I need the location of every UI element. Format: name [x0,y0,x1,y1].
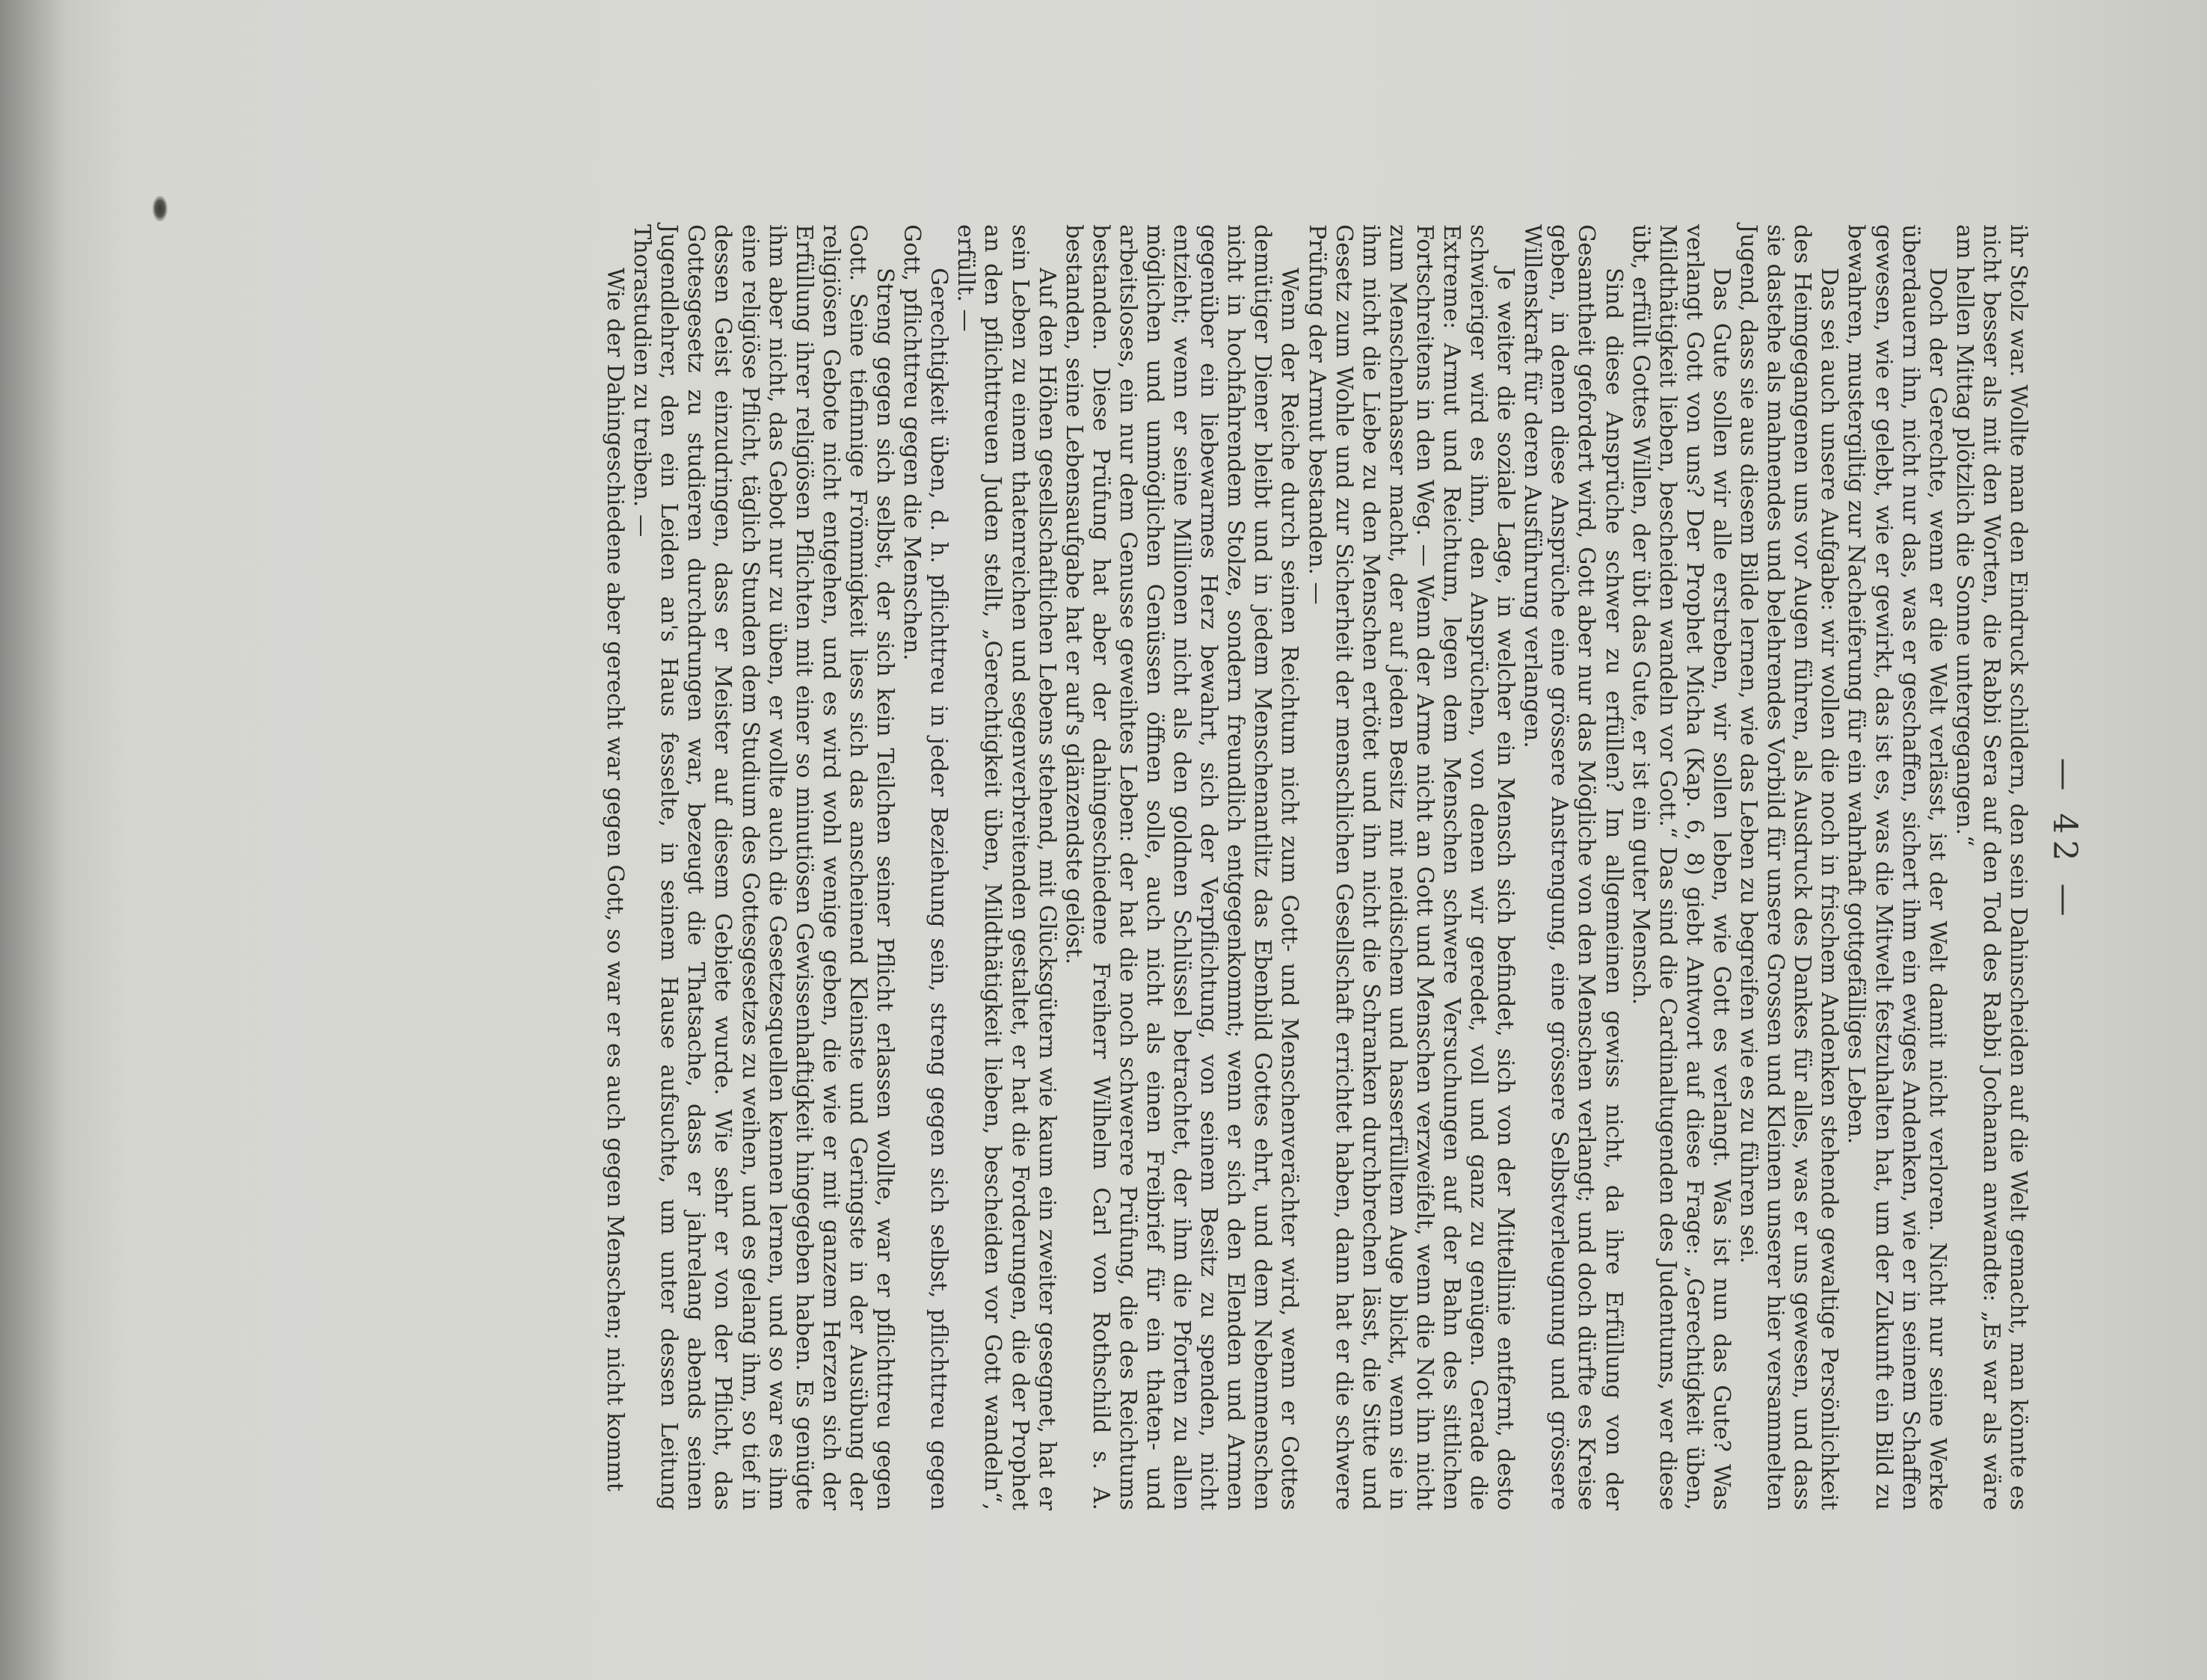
paragraph-final-line: Wie der Dahingeschiedene aber gerecht war gegen Gott, so war er es auch gegen Menschen; nicht kommt [602,268,629,1492]
paragraph-demands: Sind diese Ansprüche schwer zu erfüllen? Im allgemeinen gewiss nicht, da ihre Erfüllung von der Gesamtheit gefordert wird, Gott aber nur das Mögliche von den Menschen verlangt; und doch dürfte es Kreise geben, in denen diese Ansprüche eine grössere Anstrengung, eine grössere Selbstverleugnung und grössere Willenskraft für deren Ausführung verlangen. [1519,224,1627,1510]
paragraph-justice-definition: Gerechtigkeit üben, d. h. pflichttreu in jeder Beziehung sein, streng gegen sich selbst, pflichttreu gegen Gott, pflichttreu gegen die Menschen. [899,224,952,1510]
paragraph-our-task: Das sei auch unsere Aufgabe: wir wollen die noch in frischem Andenken stehende gewaltige Persönlichkeit des Heimgegangenen uns vor Augen führen, als Ausdruck des Dankes für alles, was er uns gewesen, und dass sie dastehe als mahnendes und belehrendes Vorbild für unsere Grossen und Kleinen unserer hier versammelten Jugend, dass sie aus diesem Bilde lernen, wie das Leben zu begreifen wie es zu führen sei. [1735,224,1843,1510]
body-text [601,224,2031,1510]
paragraph-righteous-legacy: Doch der Gerechte, wenn er die Welt verlässt, ist der Welt damit nicht verloren. Nicht nur seine Werke überdauern ihn, nicht nur das, was er geschaffen, sichert ihm ein ewiges Andenken, wie er in seinem Schaffen gewesen, wie er gelebt, wie er gewirkt, das ist es, was die Mitwelt festzuhalten hat, um der Zukunft ein Bild zu bewahren, mustergiltig zur Nacheiferung für ein wahrhaft gottgefälliges Leben. [1843,224,1951,1510]
paragraph-wealth-trial: Wenn der Reiche durch seinen Reichtum nicht zum Gott- und Menschenverächter wird, wenn er Gottes demütiger Diener bleibt und in jedem Menschenantlitz das Ebenbild Gottes ehrt, und dem Nebenmenschen nicht in hochfahrendem Stolze, sondern freundlich entgegenkommt; wenn er sich den Elenden und Armen gegenüber ein liebewarmes Herz bewahrt, sich der Verpflichtung, von seinem Besitz zu spenden, nicht entzieht; wenn er seine Millionen nicht als den goldnen Schlüssel betrachtet, der ihm die Pforten zu allen möglichen und unmöglichen Genüssen öffnen solle, auch nicht als einen Freibrief für ein thaten- und arbeitsloses, ein nur dem Genusse geweihtes Leben: der hat die noch schwerere Prüfung, die des Reichtums bestanden. Diese Prüfung hat aber der dahingeschiedene Freiherr Wilhelm Carl von Rothschild s. A. bestanden, seine Lebensaufgabe hat er auf's glänzendste gelöst. [1060,224,1303,1510]
paragraph-poverty-trial: Je weiter die soziale Lage, in welcher ein Mensch sich befindet, sich von der Mittellinie entfernt, desto schwieriger wird es ihm, den Ansprüchen, von denen wir geredet, voll und ganz zu genügen. Gerade die Extreme: Armut und Reichtum, legen dem Menschen schwere Versuchungen auf der Bahn des sittlichen Fortschreitens in den Weg. — Wenn der Arme nicht an Gott und Menschen verzweifelt, wenn die Not ihn nicht zum Menschenhasser macht, der auf jeden Besitz mit neidischem und hasserfülltem Auge blickt, wenn sie in ihm nicht die Liebe zu den Menschen ertötet und ihn nicht die Schranken durchbrechen lässt, die Sitte und Gesetz zum Wohle und zur Sicherheit der menschlichen Gesellschaft errichtet haben, dann hat er die schwere Prüfung der Armut bestanden. — [1303,224,1519,1510]
page-number: — 42 — [2046,757,2084,923]
paragraph-life-task: Auf den Höhen gesellschaftlichen Lebens stehend, mit Glücksgütern wie kaum ein zweiter gesegnet, hat er sein Leben zu einem thatenreichen und segenverbreitenden gestaltet, er hat die Forderungen, die der Prophet an den pflichttreuen Juden stellt, „Gerechtigkeit üben, Mildthätigkeit lieben, bescheiden vor Gott wandeln“, erfüllt. — [952,224,1060,1510]
paragraph-piety: Streng gegen sich selbst, der sich kein Teilchen seiner Pflicht erlassen wollte, war er pflichttreu gegen Gott. Seine tiefinnige Frömmigkeit liess sich das anscheinend Kleinste und Geringste in der Ausübung der religiösen Gebote nicht entgehen, und es wird wohl wenige geben, die wie er mit ganzem Herzen sich der Erfüllung ihrer religiösen Pflichten mit einer so minutiösen Gewissenhaftigkeit hingegeben haben. Es genügte ihm aber nicht, das Gebot nur zu üben, er wollte auch die Gesetzesquellen kennen lernen, und so war es ihm eine religiöse Pflicht, täglich Stunden dem Studium des Gottesgesetzes zu weihen, und es gelang ihm, so tief in dessen Geist einzudringen, dass er Meister auf diesem Gebiete wurde. Wie sehr er von der Pflicht, das Gottesgesetz zu studieren durchdrungen war, bezeugt die Thatsache, dass er jahrelang abends seinen Jugendlehrer, den ein Leiden an's Haus fesselte, in seinem Hause aufsuchte, um unter dessen Leitung Thorastudien zu treiben. — [629,224,899,1510]
paragraph-micha-quote: Das Gute sollen wir alle erstreben, wir sollen leben, wie Gott es verlangt. Was ist nun das Gute? Was verlangt Gott von uns? Der Prophet Micha (Kap. 6, 8) giebt Antwort auf diese Frage: „Gerechtigkeit üben, Mildthätigkeit lieben, bescheiden wandeln vor Gott.“ Das sind die Cardinaltugenden des Judentums, wer diese übt, erfüllt Gottes Willen, der übt das Gute, er ist ein guter Mensch. [1627,224,1734,1510]
paragraph-continued: ihr Stolz war. Wollte man den Eindruck schildern, den sein Dahinscheiden auf die Welt gemacht, man könnte es nicht besser als mit den Worten, die Rabbi Sera auf den Tod des Rabbi Jochanan anwandte: „Es war als wäre am hellen Mittag plötzlich die Sonne untergegangen.“ [1951,224,2031,1510]
paper-damage-mark [153,196,167,221]
